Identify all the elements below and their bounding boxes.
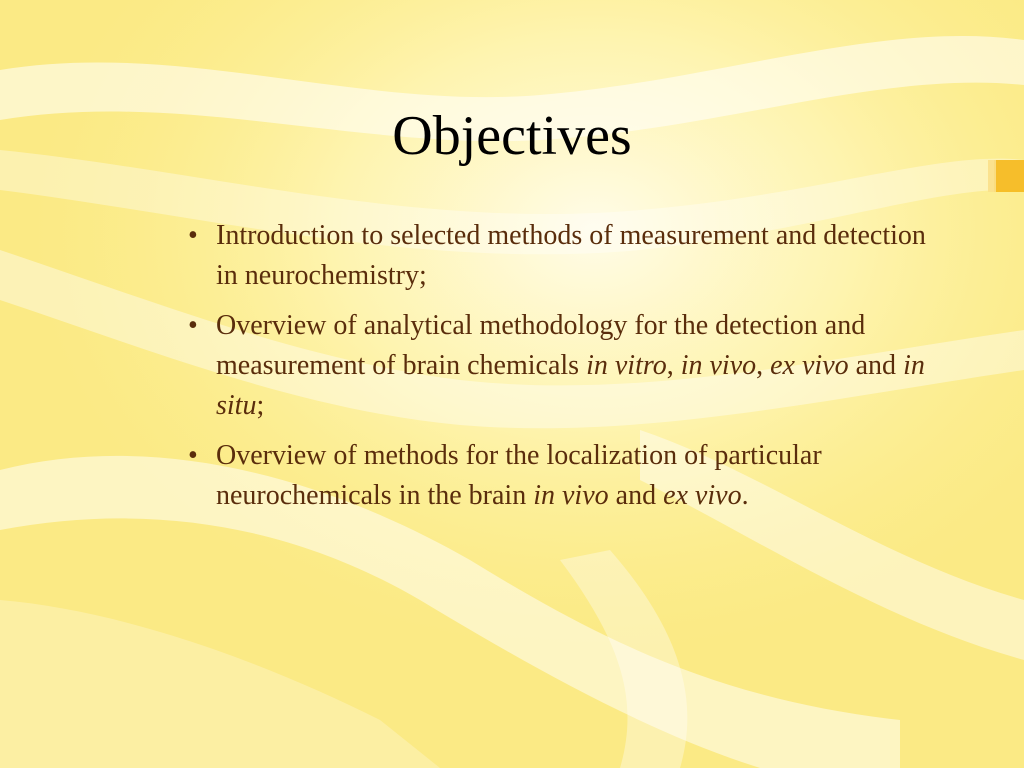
italic-term: ex vivo xyxy=(770,350,849,381)
bullet-text: , xyxy=(756,350,771,381)
bullet-marker: • xyxy=(188,310,198,341)
list-item xyxy=(188,306,948,426)
bullet-marker: • xyxy=(188,220,198,251)
bullet-text: and xyxy=(608,480,664,511)
bullet-text: Overview of methods for the localization of particular neurochemicals in the brain xyxy=(216,440,822,511)
list-item xyxy=(188,436,948,516)
bullet-text: Introduction to selected methods of measurement and detection in neurochemistry; xyxy=(216,220,926,291)
bullet-text: . xyxy=(741,480,749,511)
italic-term: in situ xyxy=(216,350,925,421)
objectives-list xyxy=(188,216,948,526)
slide-title: Objectives xyxy=(392,105,632,167)
italic-term: in vivo xyxy=(680,350,757,381)
bullet-text: , xyxy=(666,350,681,381)
list-item xyxy=(188,216,948,296)
bullet-text: and xyxy=(848,350,904,381)
italic-term: ex vivo xyxy=(663,480,742,511)
bullet-marker: • xyxy=(188,440,198,471)
bullet-text: Overview of analytical methodology for the detection and measurement of brain chemicals xyxy=(216,310,866,381)
italic-term: in vitro xyxy=(586,350,667,381)
italic-term: in vivo xyxy=(533,480,609,511)
bullet-text: ; xyxy=(256,390,265,421)
